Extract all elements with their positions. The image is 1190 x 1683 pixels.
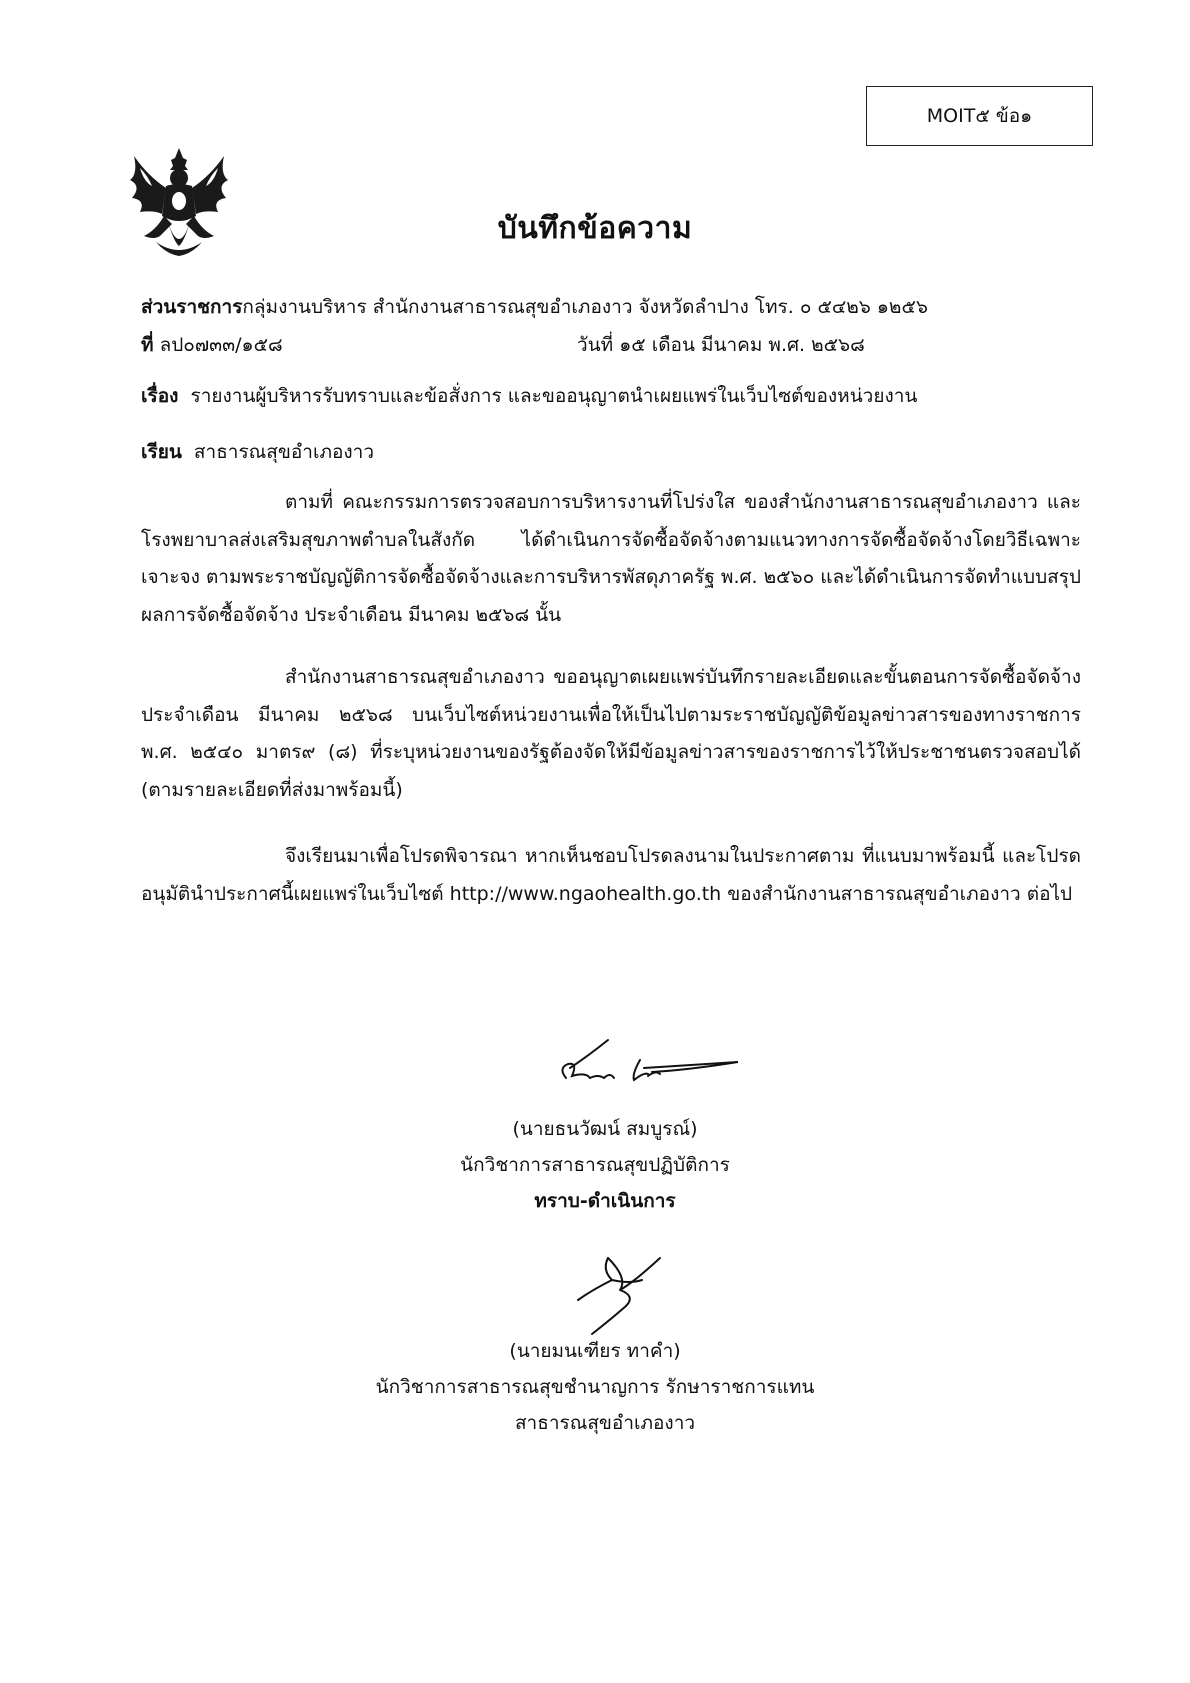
subject-value: รายงานผู้บริหารรับทราบและข้อสั่งการ และขออนุญาตนำเผยแพร่ในเว็บไซต์ของหน่วยงาน (190, 385, 918, 407)
addressee-value: สาธารณสุขอำเภองาว (193, 441, 374, 463)
signer-2-position: นักวิชาการสาธารณสุขชำนาญการ รักษาราชการแทน (375, 1376, 815, 1398)
agency-label: ส่วนราชการ (141, 296, 243, 318)
addressee-line (141, 437, 374, 467)
document-title: บันทึกข้อความ (497, 211, 693, 246)
signer-2-office: สาธารณสุขอำเภองาว (514, 1412, 696, 1434)
subject-line (141, 381, 917, 411)
signer-1-position: นักวิชาการสาธารณสุขปฏิบัติการ (460, 1154, 730, 1176)
body-paragraph-2: สำนักงานสาธารณสุขอำเภองาว ขออนุญาตเผยแพร่บันทึกรายละเอียดและขั้นตอนการจัดซื้อจัดจ้าง ประจำเดือน มีนาคม ๒๕๖๘ บนเว็บไซต์หน่วยงานเพื่อให้เป็นไปตามระราชบัญญัติข้อมูลข่าวสารของทางราชการ พ.ศ. ๒๕๔๐ มาตร๙ (๘) ที่ระบุหน่วยงานของรัฐต้องจัดให้มีข้อมูลข่าวสารของราชการไว้ให้ประชาชนตรวจสอบได้ (ตามรายละเอียดที่ส่งมาพร้อมนี้) (141, 666, 1081, 801)
date-text: วันที่ ๑๕ เดือน มีนาคม พ.ศ. ๒๕๖๘ (577, 334, 865, 356)
body-paragraph-3: จึงเรียนมาเพื่อโปรดพิจารณา หากเห็นชอบโปรดลงนามในประกาศตาม ที่แนบมาพร้อมนี้ และโปรดอนุมัตินำประกาศนี้เผยแพร่ในเว็บไซต์ http://www.ngaohealth.go.th ของสำนักงานสาธารณสุขอำเภองาว ต่อไป (141, 845, 1081, 905)
body-paragraph-1: ตามที่ คณะกรรมการตรวจสอบการบริหารงานที่โปร่งใส ของสำนักงานสาธารณสุขอำเภองาว และโรงพยาบาลส่งเสริมสุขภาพตำบลในสังกัด ได้ดำเนินการจัดซื้อจัดจ้างตามแนวทางการจัดซื้อจัดจ้างโดยวิธีเฉพาะเจาะจง ตามพระราชบัญญัติการจัดซื้อจัดจ้างและการบริหารพัสดุภาครัฐ พ.ศ. ๒๕๖๐ และได้ดำเนินการจัดทำแบบสรุปผลการจัดซื้อจัดจ้าง ประจำเดือน มีนาคม ๒๕๖๘ นั้น (141, 491, 1081, 626)
subject-label: เรื่อง (141, 385, 179, 407)
agency-value: กลุ่มงานบริหาร สำนักงานสาธารณสุขอำเภองาว จังหวัดลำปาง โทร. ๐ ๕๔๒๖ ๑๒๕๖ (242, 296, 928, 318)
signer-1-name: (นายธนวัฒน์ สมบูรณ์) (512, 1118, 698, 1140)
doc-number-value: ลป๐๗๓๓/๑๕๘ (159, 334, 283, 356)
doc-number-label: ที่ (141, 334, 154, 356)
reference-box (866, 86, 1093, 146)
doc-number-line (141, 330, 283, 360)
reference-text: MOIT๕ ข้อ๑ (926, 105, 1033, 127)
signer-2-name: (นายมนเฑียร ทาคำ) (509, 1340, 681, 1362)
signer-1-action: ทราบ-ดำเนินการ (534, 1190, 676, 1212)
signature-2-image (572, 1250, 664, 1336)
signature-1-image (548, 1038, 738, 1094)
addressee-label: เรียน (141, 441, 182, 463)
agency-line (141, 292, 928, 322)
